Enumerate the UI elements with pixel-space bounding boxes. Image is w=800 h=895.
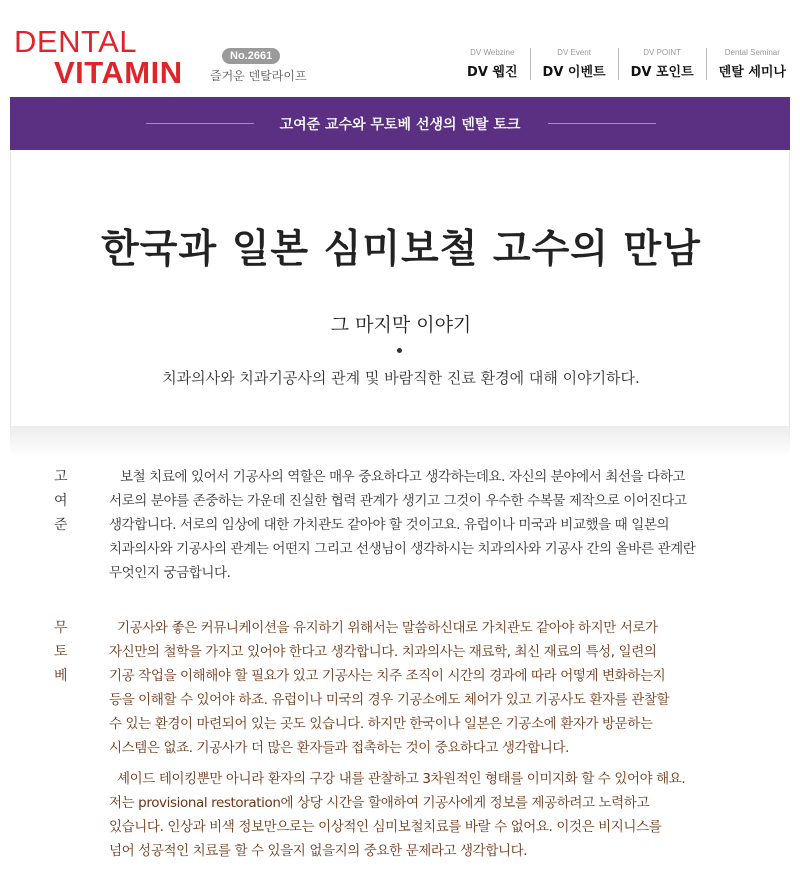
nav-label: DV 포인트 [630,65,694,80]
banner-title: 고여준 교수와 무토베 선생의 덴탈 토크 [279,117,521,133]
banner-divider-right [548,123,656,124]
text-line: 저는 provisional restoration에 상당 시간을 할애하여 기공사에게 정보를 제공하려고 노력하고 [109,795,650,811]
nav-label: DV 웹진 [467,65,518,80]
nav-caption: DV Webzine [470,48,515,57]
text-line: 생각합니다. 서로의 임상에 대한 가치관도 같아야 할 것이고요. 유럽이나 미국과 비교했을 때 일본의 [109,517,670,533]
nav-dv-webzine[interactable] [455,48,531,80]
text-line: 넘어 성공적인 치료를 할 수 있을지 없을지의 중요한 문제라고 생각합니다. [109,843,528,859]
top-navigation [455,48,786,80]
text-line: 보철 치료에 있어서 기공사의 역할은 매우 중요하다고 생각하는데요. 자신의 분야에서 최선을 다하고 [120,469,685,485]
dental-vitamin-logo[interactable] [14,26,183,88]
text-line: 치과의사와 기공사의 관계는 어떤지 그리고 선생님이 생각하시는 치과의사와 기공사 간의 올바른 관계란 [109,541,696,557]
article-subtitle: 그 마지막 이야기 [330,314,472,336]
section-shadow [10,426,790,456]
text-line: 시스템은 없죠. 기공사가 더 많은 환자들과 접촉하는 것이 중요하다고 생각합니다. [109,740,569,756]
nav-caption: Dental Seminar [724,48,780,57]
article-description: 치과의사와 치과기공사의 관계 및 바람직한 진료 환경에 대해 이야기하다. [162,369,640,387]
article-title-box [10,150,790,426]
text-line: 등을 이해할 수 있어야 하죠. 유럽이나 미국의 경우 기공소에도 체어가 있고 기공사도 환자를 관찰할 [109,692,670,708]
paragraph-first-line-wrap [120,465,730,489]
nav-label: 덴탈 세미나 [718,65,786,80]
text-line: 셰이드 테이킹뿐만 아니라 환자의 구강 내를 관찰하고 3차원적인 형태를 이미지화 할 수 있어야 해요. [117,771,686,787]
nav-dv-event[interactable] [531,48,619,80]
nav-dv-point[interactable] [619,48,707,80]
paragraph-first-line-wrap [117,616,729,640]
bullet-dot [397,348,402,353]
nav-label: DV 이벤트 [542,65,606,80]
paragraph-lines [109,640,729,760]
paragraph-first-line-wrap [117,767,729,791]
nav-caption: DV POINT [643,48,682,57]
issue-badge: No.2661 [222,48,280,64]
logo-line-2: VITAMIN [54,55,183,90]
text-line: 서로의 분야를 존중하는 가운데 진실한 협력 관계가 생기고 그것이 우수한 수복물 제작으로 이어진다고 [109,493,687,509]
paragraph-lines [109,791,729,863]
speaker-name: 고여준 [54,469,68,533]
text-line: 자신만의 철학을 가지고 있어야 한다고 생각합니다. 치과의사는 재료학, 최신 재료의 특성, 일련의 [109,644,657,660]
text-line: 수 있는 환경이 마련되어 있는 곳도 있습니다. 하지만 한국이나 일본은 기공소에 환자가 방문하는 [109,716,653,732]
text-line: 기공사와 좋은 커뮤니케이션을 유지하기 위해서는 말씀하신대로 가치관도 같아야 하지만 서로가 [117,620,658,636]
site-tagline: 즐거운 덴탈라이프 [210,69,307,83]
nav-dental-seminar[interactable] [707,48,786,80]
logo-line-1: DENTAL [14,24,138,59]
site-header [0,0,800,96]
text-line: 기공 작업을 이해해야 할 필요가 있고 기공사는 치주 조직이 시간의 경과에 따라 어떻게 변화하는지 [109,668,666,684]
section-banner [10,97,790,150]
text-line: 무엇인지 궁금합니다. [109,565,231,581]
nav-caption: DV Event [557,48,591,57]
speaker-name: 무토베 [54,620,68,684]
paragraph-lines [109,489,729,585]
text-line: 있습니다. 인상과 비색 정보만으로는 이상적인 심미보철치료를 바랄 수 없어요. 이것은 비지니스를 [109,819,662,835]
article-title: 한국과 일본 심미보철 고수의 만남 [101,226,701,272]
